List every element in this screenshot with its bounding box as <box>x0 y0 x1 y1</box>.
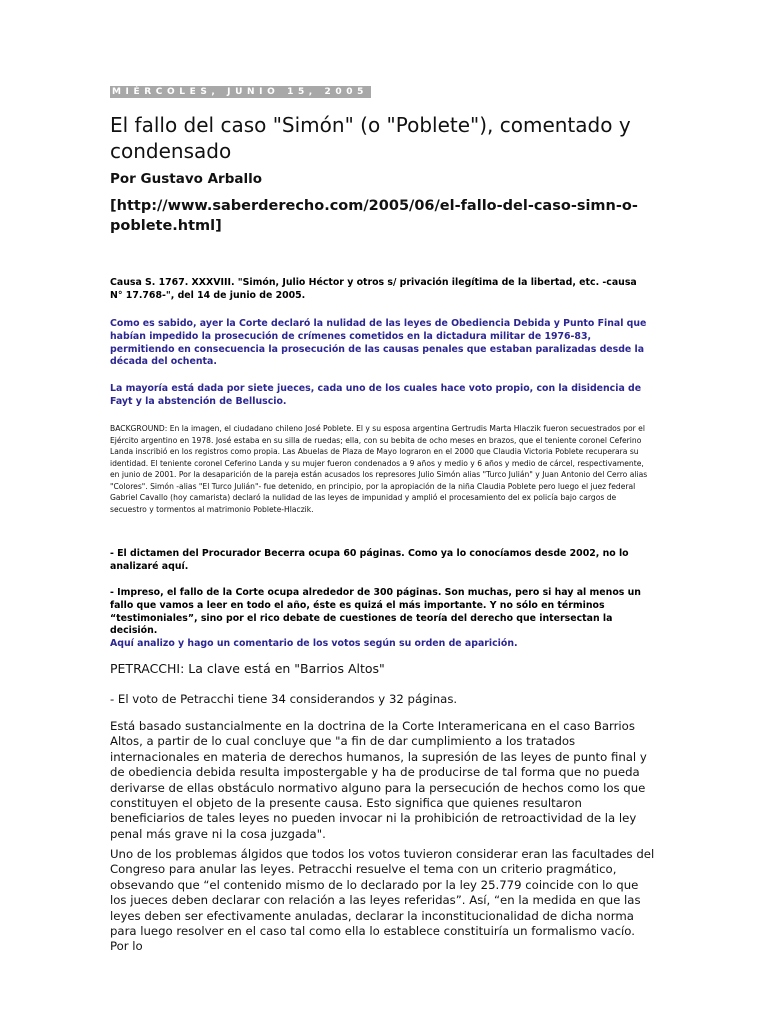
source-url: [http://www.saberderecho.com/2005/06/el-fallo-del-caso-simn-o-poblete.html] <box>110 198 638 234</box>
dictamen-paragraph: - El dictamen del Procurador Becerra ocupa 60 páginas. Como ya lo conocíamos desde 2002, no lo analizaré aquí. <box>110 548 629 572</box>
impreso-paragraph: - Impreso, el fallo de la Corte ocupa alrededor de 300 páginas. Son muchas, pero si hay al menos un fallo que vamos a leer en todo el año, éste es quizá el más importante. Y no sólo en términos “testimoniales”, sino por el rico debate de cuestiones de teoría del derecho que intersectan la decisión. <box>110 587 641 637</box>
causa-paragraph: Causa S. 1767. XXXVIII. "Simón, Julio Héctor y otros s/ privación ilegítima de la libertad, etc. -causa N° 17.768-", del 14 de junio de 2005. <box>110 277 637 301</box>
petracchi-paragraph-3: Uno de los problemas álgidos que todos los votos tuvieron considerar eran las facultades del Congreso para anular las leyes. Petracchi resuelve el tema con un criterio pragmático, obsevando que “el contenido mismo de lo declarado por la ley 25.779 coincide con lo que los jueces deben declarar con relación a las leyes referidas”. Así, “en la medida en que las leyes deben ser efectivamente anuladas, declarar la inconstitucionalidad de dicha norma para luego resolver en el caso tal como ella lo establece constituiría un formalismo vacío. Por lo <box>110 847 655 954</box>
petracchi-paragraph-2: Está basado sustancialmente en la doctrina de la Corte Interamericana en el caso Barrios Altos, a partir de lo cual concluye que "a fin de dar cumplimiento a los tratados internacionales en materia de derechos humanos, la supresión de las leyes de punto final y de obediencia debida resulta impostergable y ha de producirse de tal forma que no pueda derivarse de ellas obstáculo normativo alguno para la persecución de hechos como los que constituyen el objeto de la presente causa. Esto significa que quienes resultaron beneficiarios de tales leyes no pueden invocar ni la prohibición de retroactividad de la ley penal más grave ni la cosa juzgada". <box>110 719 647 841</box>
mayoria-paragraph: La mayoría está dada por siete jueces, cada uno de los cuales hace voto propio, con la disidencia de Fayt y la abstención de Belluscio. <box>110 383 642 407</box>
aqui-paragraph: Aquí analizo y hago un comentario de los votos según su orden de aparición. <box>110 638 518 649</box>
post-title: El fallo del caso "Simón" (o "Poblete"), comentado y condensado <box>110 113 631 163</box>
post-author: Por Gustavo Arballo <box>110 171 263 187</box>
como-es-sabido-paragraph: Como es sabido, ayer la Corte declaró la nulidad de las leyes de Obediencia Debida y Punto Final que habían impedido la prosecución de crímenes cometidos en la dictadura militar de 1976-83, permitiendo en consecuencia la prosecución de las causas penales que estaban paralizadas desde la década del ochenta. <box>110 318 647 368</box>
petracchi-heading: PETRACCHI: La clave está en "Barrios Altos" <box>110 661 385 676</box>
petracchi-paragraph-1: - El voto de Petracchi tiene 34 considerandos y 32 páginas. <box>110 692 458 706</box>
background-paragraph: BACKGROUND: En la imagen, el ciudadano chileno José Poblete. El y su esposa argentina Gertrudis Marta Hlaczik fueron secuestrados por el Ejército argentino en 1978. José estaba en su silla de ruedas; ella, con su bebita de ocho meses en brazos, que el teniente coronel Ceferino Landa inscribió en los registros como propia. Las Abuelas de Plaza de Mayo lograron en el 2000 que Claudia Victoria Poblete recuperara su identidad. El teniente coronel Ceferino Landa y su mujer fueron condenados a 9 años y medio y 6 años y medio de cárcel, respectivamente, en junio de 2001. Por la desaparición de la pareja están acusados los represores Julio Simón alias "Turco Julián" y Juan Antonio del Cerro alias "Colores". Simón -alias "El Turco Julián"- fue detenido, en principio, por la apropiación de la niña Claudia Poblete pero luego el juez federal Gabriel Cavallo (hoy camarista) declaró la nulidad de las leyes de impunidad y amplió el procesamiento del ex policía bajo cargos de secuestro y tormentos al matrimonio Poblete-Hlaczik. <box>110 424 648 514</box>
post-date: MIÉRCOLES, JUNIO 15, 2005 <box>110 86 371 98</box>
